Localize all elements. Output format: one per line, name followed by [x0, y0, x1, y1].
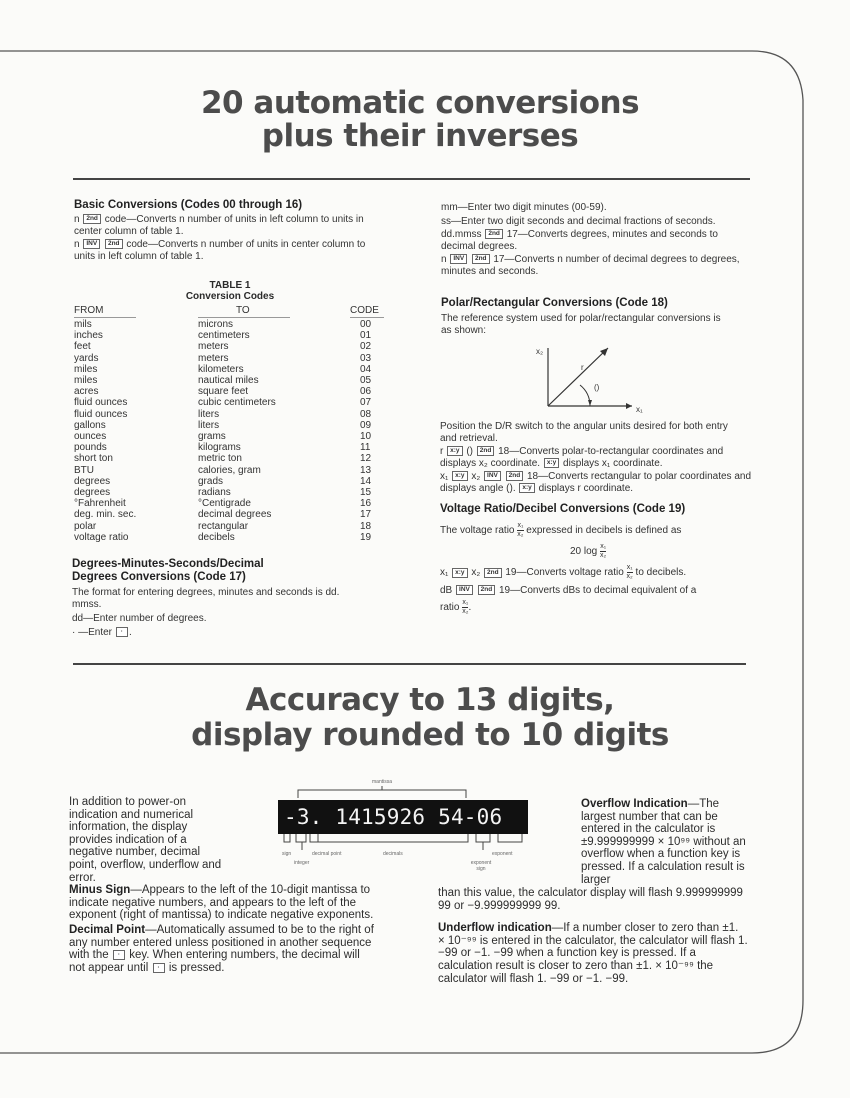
polar-line-2-tail: displays r coordinate.: [538, 482, 634, 494]
voltage-section: [440, 503, 750, 616]
voltage-def-rest: expressed in decibels is defined as: [526, 525, 682, 537]
cell-from: degrees: [74, 475, 111, 487]
label-exponent-sign: exponent sign: [470, 860, 492, 872]
voltage-def-prefix: The voltage ratio: [440, 525, 515, 537]
table-row: [74, 386, 394, 397]
header-underline-from: [74, 317, 136, 318]
overflow-heading: Overflow Indication: [581, 798, 688, 810]
var-r: r: [440, 446, 444, 457]
cell-to: °Centigrade: [198, 498, 251, 510]
cell-code: 03: [360, 352, 372, 364]
dms-heading-2: Degrees Conversions (Code 17): [72, 571, 246, 583]
var-theta: (): [466, 446, 473, 457]
table-row: [74, 442, 394, 453]
voltage-line-1-text: 19—Converts voltage ratio: [505, 567, 624, 579]
polar-section: [441, 297, 751, 336]
table-row: [74, 498, 394, 509]
dms-conv-line: [441, 229, 746, 252]
voltage-line-2-ratio: ratio $\frac{\text{x₁}}{\text{x₂}}$ .: [440, 598, 472, 615]
basic-conversions-heading: Basic Conversions (Codes 00 through 16): [74, 199, 303, 211]
cell-code: 10: [360, 431, 372, 442]
table-row: [74, 453, 394, 464]
cell-code: 08: [360, 408, 372, 420]
cell-code: 12: [360, 453, 372, 465]
key-xy: x:y: [447, 446, 462, 456]
minus-sign-body: —Appears to the left of the 10-digit mantissa to indicate negative numbers, and appears to the left of the exponent (right of mantissa) to indicate negative exponents.: [69, 884, 374, 922]
key-xy: x:y: [544, 458, 559, 468]
polar-line-2-text: 18—Converts rectangular to polar coordinates and displays angle ().: [440, 471, 752, 494]
key-2nd: 2nd: [506, 471, 524, 481]
table-header: [74, 305, 394, 316]
frac-denominator: x₂: [626, 573, 633, 580]
table-row: [74, 397, 394, 408]
cell-from: polar: [74, 520, 97, 532]
decimal-point-para: [69, 924, 374, 974]
key-2nd: 2nd: [83, 214, 101, 224]
table-row: [74, 409, 394, 420]
cell-from: °Fahrenheit: [74, 498, 126, 510]
cell-from: BTU: [74, 464, 94, 476]
cell-to: grams: [198, 431, 226, 442]
dms-heading-1: Degrees-Minutes-Seconds/Decimal: [72, 558, 264, 570]
diagram-x-label: x₁: [636, 405, 643, 414]
page-title-top-line2: plus their inverses: [261, 118, 579, 154]
label-decimal-point: decimal point: [312, 851, 342, 857]
key-2nd: 2nd: [105, 239, 123, 249]
polar-line-2: [440, 471, 758, 494]
polar-details: [440, 421, 758, 494]
voltage-definition: [440, 522, 750, 539]
frac-denominator: x₂: [462, 607, 469, 615]
var-n: n: [74, 214, 80, 225]
cell-from: fluid ounces: [74, 397, 128, 409]
dms-dot-line: · —Enter · .: [72, 626, 132, 638]
basic-conversions-section: [74, 199, 384, 262]
cell-code: 04: [360, 363, 372, 375]
cell-from: pounds: [74, 442, 107, 454]
table-row: [74, 341, 394, 352]
key-xy: x:y: [452, 471, 467, 481]
voltage-line-2-text: 19—Converts dBs to decimal equivalent of a: [498, 585, 697, 596]
dms-section: [72, 558, 372, 638]
cell-to: kilometers: [198, 363, 244, 375]
cell-to: liters: [198, 408, 220, 420]
display-readout: -3. 1415926 54-06: [284, 805, 503, 829]
underflow-heading: Underflow indication: [438, 922, 552, 935]
display-intro: In addition to power-on indication and numerical information, the display provides indication of a negative number, decimal point, overflow, underflow and error.: [69, 796, 222, 884]
label-integer: integer: [294, 860, 310, 866]
col-header-to: TO: [236, 305, 250, 316]
col-header-from: FROM: [74, 305, 104, 316]
cell-from: miles: [74, 363, 98, 375]
label-sign: sign: [282, 851, 292, 857]
cell-from: voltage ratio: [74, 531, 129, 543]
frac-numerator: x₁: [462, 598, 469, 606]
page-title-bottom-line2: display rounded to 10 digits: [191, 717, 669, 753]
key-2nd: 2nd: [472, 254, 490, 264]
table-row: [74, 532, 394, 543]
table-row: [74, 509, 394, 520]
basic-line-1-text: code—Converts n number of units in left column to units in center column of table 1.: [74, 214, 364, 237]
key-2nd: 2nd: [484, 568, 502, 578]
var-n: n: [74, 239, 80, 250]
cell-from: inches: [74, 330, 103, 342]
cell-code: 18: [360, 520, 372, 532]
mantissa-label: mantissa: [372, 779, 393, 785]
cell-from: deg. min. sec.: [74, 509, 137, 521]
frac-numerator: x₁: [626, 564, 633, 571]
cell-to: metric ton: [198, 453, 242, 465]
table-row: [74, 465, 394, 476]
key-decimal: ·: [116, 627, 128, 637]
table-row: [74, 330, 394, 341]
decimal-point-body-2: key. When entering numbers, the decimal will not appear until: [69, 949, 360, 974]
table-row: [74, 420, 394, 431]
frac-denominator: x₂: [517, 531, 524, 538]
polar-switch-para: Position the D/R switch to the angular units desired for both entry and retrieval.: [440, 421, 728, 444]
dms-conv-text: 17—Converts degrees, minutes and seconds to decimal degrees.: [441, 229, 718, 252]
table-row: [74, 375, 394, 386]
cell-code: 07: [360, 397, 372, 409]
table-title: TABLE 1: [209, 280, 251, 291]
overflow-section: [581, 798, 751, 886]
page-title-bottom-line1: Accuracy to 13 digits,: [245, 682, 615, 718]
voltage-line-1-fraction: [627, 564, 633, 581]
key-inv: INV: [484, 471, 501, 481]
cell-code: 01: [360, 330, 372, 342]
dms-continued: [441, 202, 746, 277]
voltage-heading: Voltage Ratio/Decibel Conversions (Code 19): [440, 503, 686, 515]
col-header-code: CODE: [350, 305, 379, 316]
cell-to: meters: [198, 352, 229, 364]
key-inv: INV: [456, 585, 473, 595]
cell-code: 09: [360, 419, 372, 431]
cell-from: fluid ounces: [74, 408, 128, 420]
voltage-line-1-tail: to decibels.: [635, 567, 687, 579]
basic-line-2-text: code—Converts n number of units in center column to units in left column of table 1.: [74, 239, 366, 262]
dms-dot-prefix: · —Enter: [72, 626, 113, 638]
cell-code: 00: [360, 319, 372, 330]
table-row: [74, 319, 394, 330]
underflow-body: —If a number closer to zero than ±1. × 10⁻⁹⁹ is entered in the calculator, the calculator will flash 1. −99 or −1. −99 when a function key is pressed. If a calculation result is closer to zero than ±1. × 10⁻⁹⁹ the calculator will flash 1. −99 or −1. −99.: [438, 922, 748, 985]
var-x1: x₁: [440, 567, 449, 579]
table-row: [74, 364, 394, 375]
cell-from: yards: [74, 352, 99, 364]
polar-para: The reference system used for polar/rectangular conversions is as shown:: [441, 313, 721, 336]
cell-to: cubic centimeters: [198, 397, 276, 409]
diagram-r-label: r: [581, 363, 584, 372]
basic-line-1: [74, 214, 384, 237]
key-inv: INV: [83, 239, 100, 249]
var-x1: x₁: [440, 471, 449, 482]
minus-sign-para: [69, 884, 374, 922]
cell-from: acres: [74, 386, 99, 398]
overflow-body-2: than this value, the calculator display will flash 9.999999999 99 or −9.999999999 99.: [438, 887, 743, 912]
accuracy-left: [69, 796, 374, 974]
dms-inv-line: [441, 254, 746, 277]
table-subtitle: Conversion Codes: [185, 291, 275, 302]
polar-line-1: [440, 446, 758, 469]
basic-line-2: [74, 239, 384, 262]
cell-code: 15: [360, 487, 372, 498]
dms-mm-line: mm—Enter two digit minutes (00-59).: [441, 202, 607, 213]
cell-from: gallons: [74, 419, 106, 431]
cell-to: calories, gram: [198, 464, 261, 476]
cell-to: meters: [198, 341, 229, 353]
key-2nd: 2nd: [478, 585, 496, 595]
var-x2: x₂: [471, 471, 481, 482]
polar-line-1-tail: displays x₁ coordinate.: [563, 457, 663, 469]
decimal-point-heading: Decimal Point: [69, 923, 146, 936]
underflow-para: [438, 922, 748, 985]
cell-to: grads: [198, 475, 224, 487]
key-inv: INV: [450, 254, 467, 264]
header-underline-to: [198, 317, 290, 318]
overflow-continued: [438, 887, 748, 985]
polar-diagram: [530, 340, 670, 420]
voltage-formula: [570, 543, 750, 560]
voltage-fraction: [517, 522, 523, 539]
dms-dd-line: dd—Enter number of degrees.: [72, 613, 207, 624]
cell-code: 11: [360, 442, 371, 454]
cell-from: feet: [74, 341, 91, 353]
dms-ss-line: ss—Enter two digit seconds and decimal fractions of seconds.: [441, 215, 716, 227]
frac-denominator: x₂: [600, 552, 607, 559]
var-n: n: [441, 254, 447, 265]
key-xy: x:y: [452, 568, 467, 578]
cell-code: 16: [360, 498, 372, 510]
var-db: dB: [440, 585, 453, 596]
table-row: [74, 431, 394, 442]
cell-to: square feet: [198, 386, 249, 398]
page-title-top-line1: 20 automatic conversions: [200, 85, 640, 121]
cell-to: centimeters: [198, 330, 250, 342]
cell-code: 06: [360, 386, 372, 398]
cell-from: ounces: [74, 431, 107, 442]
var-x2: x₂: [471, 567, 481, 579]
formula-text: 20 log: [570, 546, 598, 558]
cell-code: 13: [360, 464, 372, 476]
key-2nd: 2nd: [477, 446, 495, 456]
cell-to: rectangular: [198, 520, 249, 532]
ratio-word: ratio: [440, 601, 460, 613]
ratio-fraction: [462, 599, 468, 616]
cell-from: degrees: [74, 487, 111, 498]
frac-numerator: x₁: [517, 522, 524, 529]
key-decimal: ·: [113, 950, 125, 960]
key-decimal: ·: [153, 963, 165, 973]
dms-conv-prefix: dd.mmss: [441, 229, 482, 240]
decimal-point-body-1: —Automatically assumed to be to the right of any number entered unless positioned in another sequence with the: [69, 923, 374, 962]
minus-sign-heading: Minus Sign: [69, 884, 131, 897]
voltage-line-1: [440, 564, 750, 581]
table-row: [74, 476, 394, 487]
cell-from: short ton: [74, 453, 113, 465]
conversion-table: [74, 305, 394, 545]
overflow-body-1: —The largest number that can be entered in the calculator is ±9.999999999 × 10⁹⁹ without an overflow when a function key is pressed. If a calculation result is larger: [581, 798, 746, 886]
top-divider: [73, 178, 750, 180]
header-underline-code: [350, 317, 384, 318]
cell-from: mils: [74, 319, 92, 330]
cell-code: 17: [360, 509, 372, 521]
key-xy: x:y: [519, 483, 534, 493]
dms-inv-text: 17—Converts n number of decimal degrees to degrees, minutes and seconds.: [441, 254, 740, 277]
cell-from: miles: [74, 375, 98, 386]
cell-to: decimal degrees: [198, 509, 272, 521]
table-row: [74, 487, 394, 498]
cell-to: microns: [198, 319, 234, 330]
decimal-point-body-3: is pressed.: [168, 961, 225, 974]
cell-to: kilograms: [198, 442, 241, 454]
key-2nd: 2nd: [485, 229, 503, 239]
label-decimals: decimals: [383, 851, 403, 857]
diagram-theta-label: (): [594, 383, 600, 392]
table-row: [74, 521, 394, 532]
label-exponent: exponent: [492, 851, 513, 857]
diagram-y-label: x₂: [536, 347, 544, 356]
polar-line-1-text: 18—Converts polar-to-rectangular coordinates and displays x₂ coordinate.: [440, 446, 724, 469]
overflow-para: [581, 798, 751, 886]
cell-to: decibels: [198, 531, 235, 543]
cell-to: nautical miles: [198, 375, 259, 386]
cell-to: radians: [198, 487, 231, 498]
polar-heading: Polar/Rectangular Conversions (Code 18): [441, 297, 668, 309]
cell-code: 02: [360, 341, 372, 353]
cell-code: 05: [360, 375, 372, 386]
cell-to: liters: [198, 419, 220, 431]
table-row: [74, 353, 394, 364]
dms-para: The format for entering degrees, minutes and seconds is dd. mmss.: [72, 587, 340, 610]
cell-code: 19: [360, 531, 372, 543]
voltage-line-2: [440, 585, 750, 597]
middle-divider: [73, 663, 746, 665]
formula-fraction: [600, 543, 606, 560]
cell-code: 14: [360, 475, 372, 487]
frac-numerator: x₁: [600, 543, 607, 550]
